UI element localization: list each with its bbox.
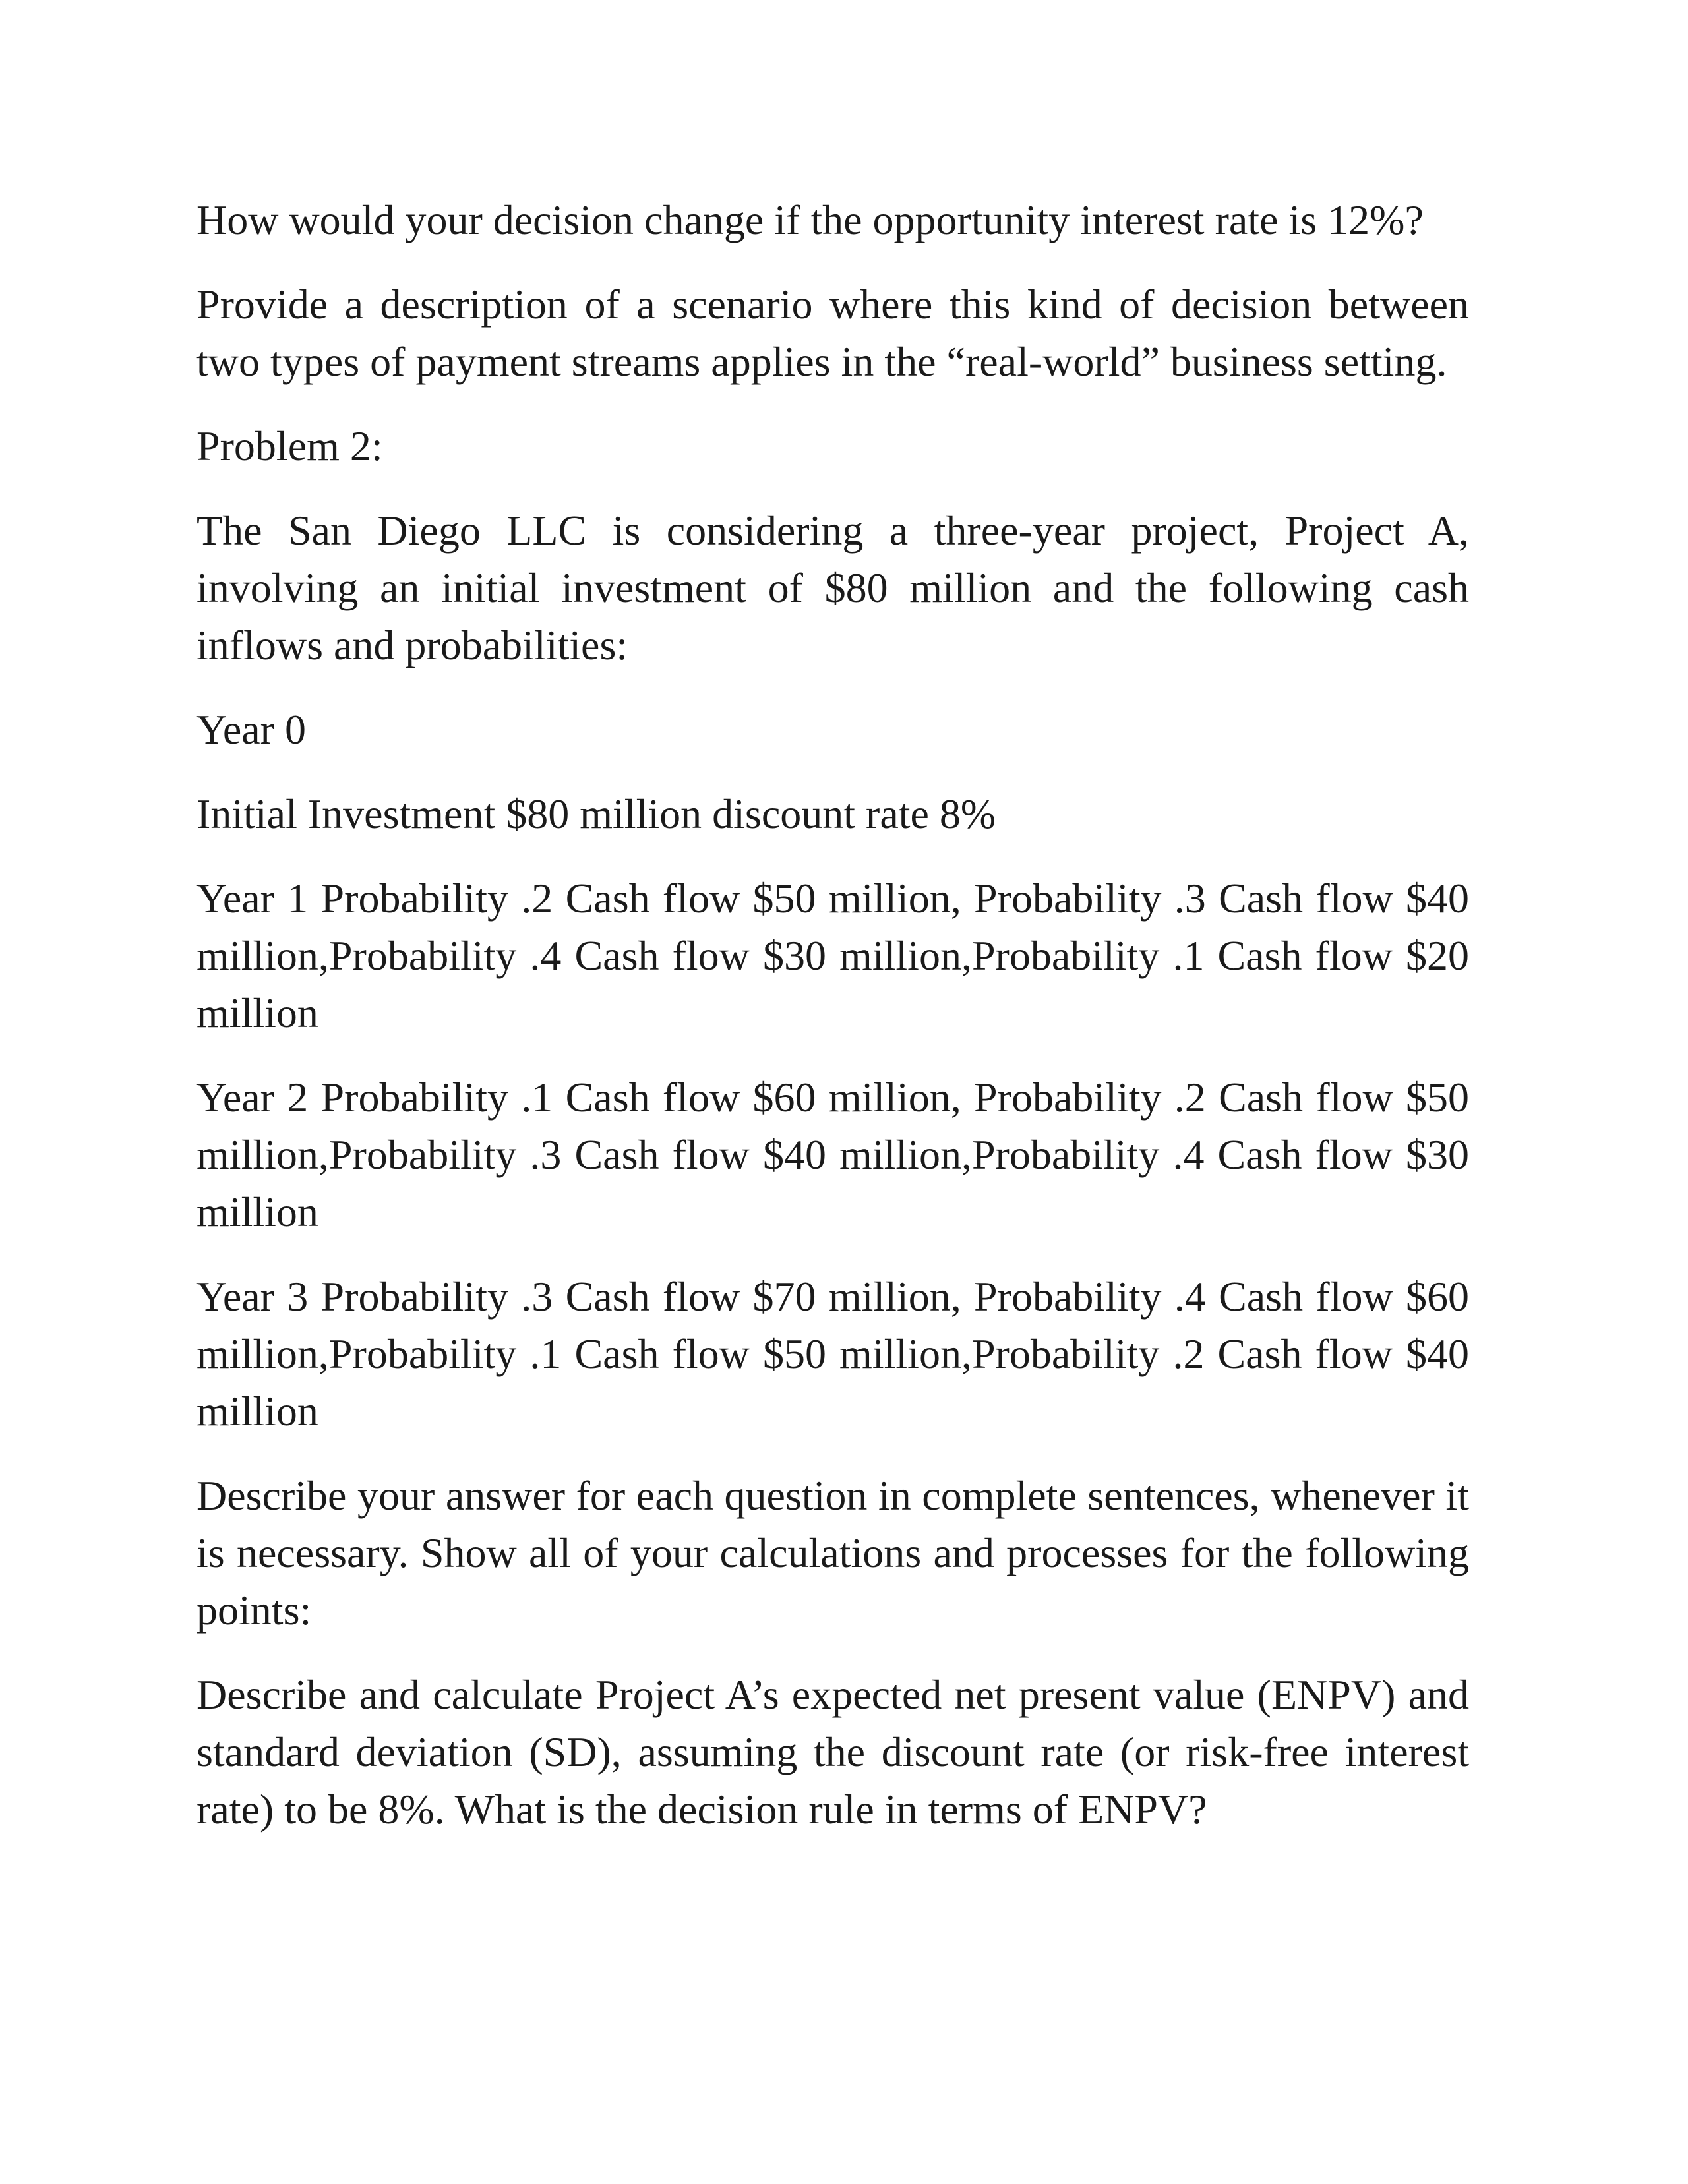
question-opportunity-rate: How would your decision change if the opportunity interest rate is 12%?	[196, 196, 1424, 243]
year-0-label: Year 0	[196, 706, 306, 753]
problem-heading: Problem 2:	[196, 423, 383, 469]
initial-investment-line: Initial Investment $80 million discount rate 8%	[196, 790, 996, 837]
year-3-cash-flows: Year 3 Probability .3 Cash flow $70 million, Probability .4 Cash flow $60 million,Probability .1 Cash flow $50 million,Probability .2 Cash flow $40 million	[196, 1273, 1469, 1434]
year-2-cash-flows: Year 2 Probability .1 Cash flow $60 million, Probability .2 Cash flow $50 million,Probability .3 Cash flow $40 million,Probability .4 Cash flow $30 million	[196, 1074, 1469, 1235]
year-1-cash-flows: Year 1 Probability .2 Cash flow $50 million, Probability .3 Cash flow $40 million,Probability .4 Cash flow $30 million,Probability .1 Cash flow $20 million	[196, 875, 1469, 1036]
instructions-paragraph: Describe your answer for each question in complete sentences, whenever it is necessary. Show all of your calculations and processes for the following points:	[196, 1472, 1469, 1634]
enpv-question: Describe and calculate Project A’s expected net present value (ENPV) and standard deviation (SD), assuming the discount rate (or risk-free interest rate) to be 8%. What is the decision rule in terms of ENPV?	[196, 1671, 1469, 1833]
document-page	[196, 191, 1469, 1865]
problem-intro: The San Diego LLC is considering a three-year project, Project A, involving an initial investment of $80 million and the following cash inflows and probabilities:	[196, 507, 1469, 668]
question-scenario-description: Provide a description of a scenario where this kind of decision between two types of payment streams applies in the “real-world” business setting.	[196, 281, 1469, 385]
